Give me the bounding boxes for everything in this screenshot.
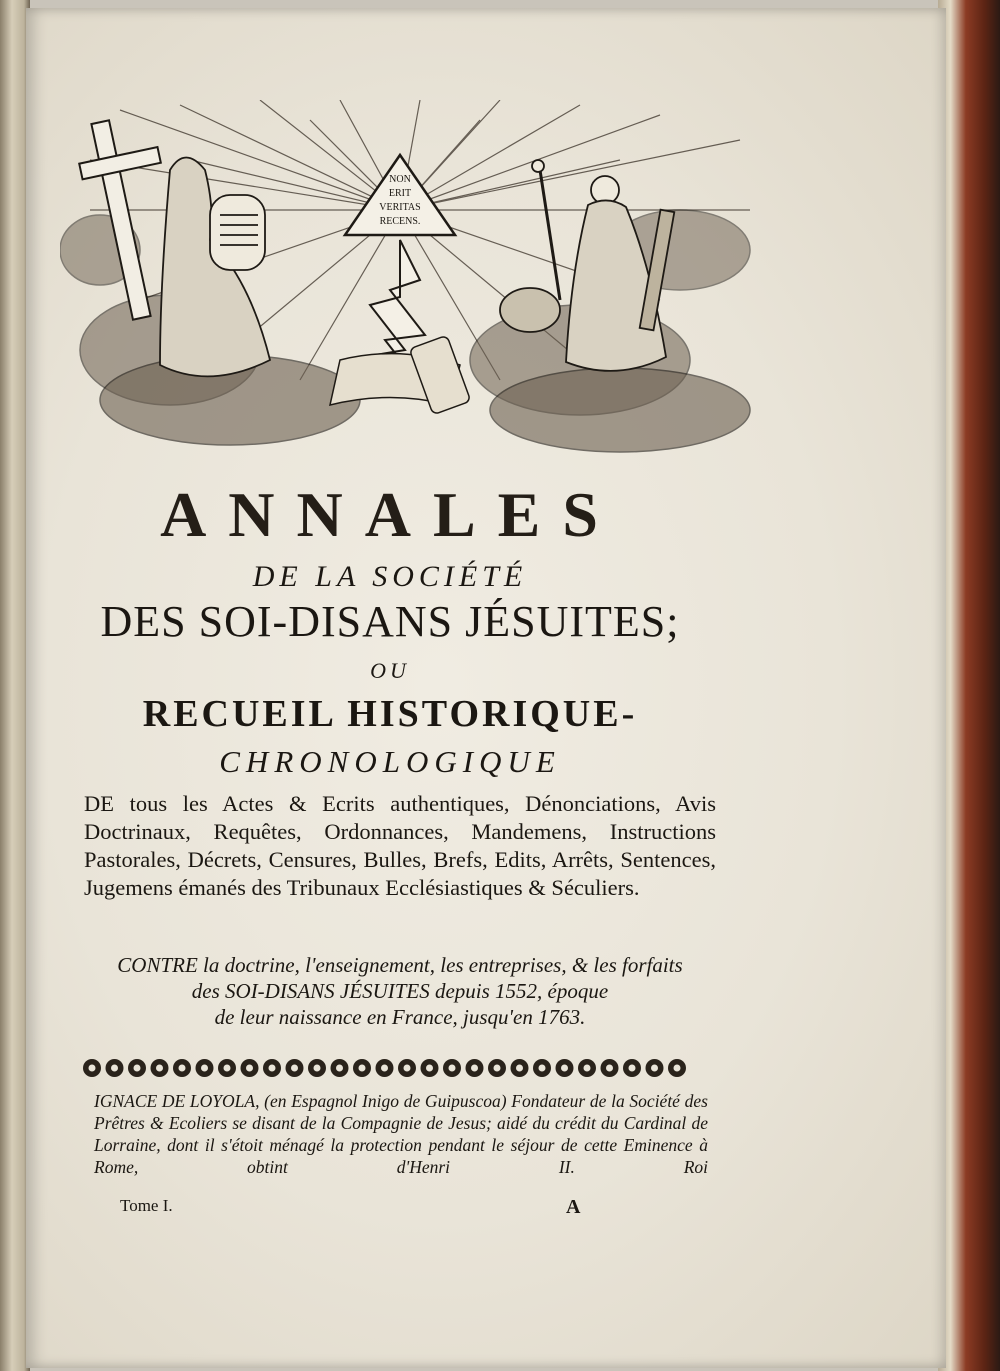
ornament-flower [443, 1059, 461, 1077]
ornament-flower [533, 1059, 551, 1077]
title-description: DE tous les Actes & Ecrits authentiques, Dénonciations, Avis Doctrinaux, Requêtes, Ordonnances, Mandemens, Instructions Pastorales, Décrets, Censures, Bulles, Brefs, Edits, Arrêts, Sentences, Jugemens émanés des Tribunaux Ecclésiastiques & Séculiers. [84, 791, 716, 900]
ornament-flower [668, 1059, 686, 1077]
ornament-flower [128, 1059, 146, 1077]
footer-tome: Tome I. [120, 1196, 173, 1215]
contre-line-2: des SOI-DISANS JÉSUITES depuis 1552, époque [191, 979, 609, 1003]
contre-paragraph [82, 952, 718, 1030]
body-paragraph: IGNACE DE LOYOLA, (en Espagnol Inigo de Guipuscoa) Fondateur de la Société des Prêtres & Ecoliers se disant de la Compagnie de Jesus; aidé du crédit du Cardinal de Lorraine, dont il s'étoit ménagé la protection pendant le séjour de cette Eminence à Rome, obtint d'Henri II. Roi [94, 1091, 708, 1177]
ornament-flower [421, 1059, 439, 1077]
ornament-flower [263, 1059, 281, 1077]
title-annales: ANNALES [160, 479, 620, 550]
footer-signature-mark: A [566, 1196, 581, 1218]
title-de-la-societe: DE LA SOCIÉTÉ [252, 560, 528, 593]
title-ou: OU [370, 658, 410, 683]
ornament-flower [106, 1059, 124, 1077]
motto-line-1: NON [389, 174, 411, 185]
ornament-flower [511, 1059, 529, 1077]
ornament-flower [353, 1059, 371, 1077]
motto-line-3: VERITAS [379, 202, 421, 213]
ornament-flower [376, 1059, 394, 1077]
ornament-divider [80, 1050, 700, 1086]
ornament-flower [578, 1059, 596, 1077]
ornament-flower [556, 1059, 574, 1077]
ornament-flower [83, 1059, 101, 1077]
motto-line-2: ERIT [388, 188, 412, 199]
ornament-flower [151, 1059, 169, 1077]
motto-line-4: RECENS. [379, 216, 421, 227]
ornament-flower [466, 1059, 484, 1077]
vignette-illustration [60, 100, 760, 460]
ornament-flower [218, 1059, 236, 1077]
ornament-flower [173, 1059, 191, 1077]
ornament-flowers [80, 1050, 700, 1086]
engraved-vignette [60, 100, 760, 460]
ornament-flower [398, 1059, 416, 1077]
title-recueil-historique: RECUEIL HISTORIQUE- [142, 693, 638, 735]
ornament-flower [331, 1059, 349, 1077]
ornament-flower [241, 1059, 259, 1077]
ornament-flower [488, 1059, 506, 1077]
ornament-flower [623, 1059, 641, 1077]
contre-line-1: CONTRE la doctrine, l'enseignement, les entreprises, & les forfaits [117, 953, 683, 977]
book-right-edge [938, 0, 1000, 1371]
contre-line-3: de leur naissance en France, jusqu'en 1763. [214, 1005, 586, 1029]
ornament-flower [646, 1059, 664, 1077]
ornament-flower [601, 1059, 619, 1077]
ornament-flower [286, 1059, 304, 1077]
left-figure-religion [160, 158, 270, 377]
ornament-flower [308, 1059, 326, 1077]
title-chronologique: CHRONOLOGIQUE [219, 744, 561, 779]
title-soi-disans-jesuites: DES SOI-DISANS JÉSUITES; [100, 597, 680, 646]
ornament-flower [196, 1059, 214, 1077]
